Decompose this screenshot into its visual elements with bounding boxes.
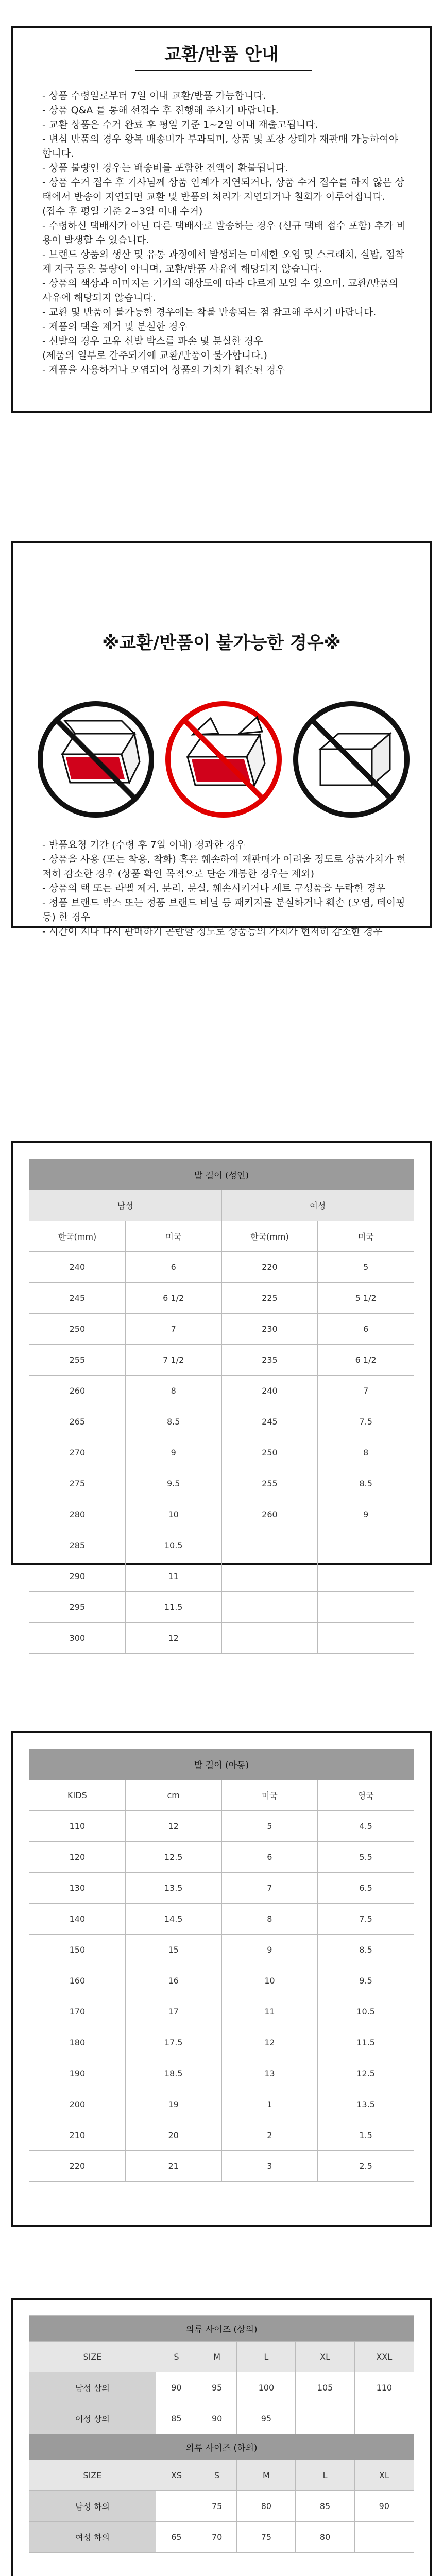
table-row — [29, 1499, 414, 1530]
table-cell — [222, 1623, 318, 1654]
table-row — [29, 1965, 414, 1996]
size-header: L — [296, 2460, 354, 2491]
table-cell: 9.5 — [318, 1965, 414, 1996]
title-underline — [135, 70, 312, 71]
table-cell: 3 — [222, 2151, 318, 2182]
table-cell: 255 — [29, 1345, 126, 1376]
table-cell — [354, 2522, 414, 2553]
size-header: M — [237, 2460, 296, 2491]
table-cell: 5 — [318, 1252, 414, 1283]
size-header: S — [156, 2342, 197, 2372]
row-label: 남성 하의 — [29, 2491, 156, 2522]
table-cell: 180 — [29, 2027, 126, 2058]
table-cell: 9.5 — [125, 1468, 222, 1499]
table-cell: 9 — [125, 1437, 222, 1468]
table-cell: 7 — [318, 1376, 414, 1406]
exchange-notice-title: 교환/반품 안내 — [164, 44, 279, 65]
table-cell: 6 — [318, 1314, 414, 1345]
table-cell — [318, 1623, 414, 1654]
table-cell: 13.5 — [125, 1873, 222, 1904]
table-cell: 8 — [318, 1437, 414, 1468]
table-cell: 250 — [29, 1314, 126, 1345]
column-header: 미국 — [222, 1780, 318, 1811]
kids-size-panel — [11, 1731, 432, 2227]
table-cell: 240 — [222, 1376, 318, 1406]
table-cell: 5.5 — [318, 1842, 414, 1873]
table-row — [29, 1530, 414, 1561]
table-cell: 245 — [222, 1406, 318, 1437]
table-row — [29, 1935, 414, 1965]
table-cell: 6 1/2 — [318, 1345, 414, 1376]
size-header: SIZE — [29, 2342, 156, 2372]
table-cell: 220 — [222, 1252, 318, 1283]
table-cell — [222, 1592, 318, 1623]
table-row — [29, 2522, 414, 2553]
notice-line: - 제품의 택을 제거 및 분실한 경우 — [42, 321, 188, 332]
adult-size-panel — [11, 1141, 432, 1643]
table-cell — [318, 1561, 414, 1592]
table-cell: 14.5 — [125, 1904, 222, 1935]
table-row — [29, 2491, 414, 2522]
table-cell: 75 — [197, 2491, 236, 2522]
men-kr-column: 한국(mm) — [29, 1221, 126, 1252]
notice-line: - 브랜드 상품의 생산 및 유통 과정에서 발생되는 미세한 오염 및 스크래치, 실밥, 접착제 자국 등은 불량이 아니며, 교환/반품 사유에 해당되지 않습니다. — [42, 249, 405, 275]
not-allowed-list — [42, 838, 409, 939]
table-cell — [222, 1561, 318, 1592]
table-cell: 5 1/2 — [318, 1283, 414, 1314]
table-cell: 6 1/2 — [125, 1283, 222, 1314]
notice-line: (제품의 일부로 간주되기에 교환/반품이 불가합니다.) — [42, 350, 267, 361]
kids-size-table — [29, 1749, 414, 2182]
table-cell: 200 — [29, 2089, 126, 2120]
notice-line: - 시간이 지나 다시 판매하기 곤란할 정도로 상품등의 가치가 현저히 감소한 경우 — [42, 926, 383, 937]
table-cell: 265 — [29, 1406, 126, 1437]
not-allowed-panel — [11, 541, 432, 937]
notice-line: (접수 후 평일 기준 2~3일 이내 수거) — [42, 206, 203, 217]
table-cell: 11.5 — [318, 2027, 414, 2058]
table-cell: 7 — [125, 1314, 222, 1345]
table-cell: 290 — [29, 1561, 126, 1592]
women-us-column: 미국 — [318, 1221, 414, 1252]
not-allowed-title: ※교환/반품이 불가능한 경우※ — [102, 633, 341, 653]
size-header-row — [29, 2342, 414, 2372]
table-cell: 75 — [237, 2522, 296, 2553]
table-cell — [318, 1530, 414, 1561]
notice-line: - 반품요청 기간 (수령 후 7일 이내) 경과한 경우 — [42, 839, 246, 851]
table-cell: 260 — [29, 1376, 126, 1406]
damaged-box-ban-icon — [162, 698, 285, 821]
table-cell: 150 — [29, 1935, 126, 1965]
exchange-notice-panel — [11, 26, 432, 413]
table-cell: 12 — [125, 1811, 222, 1842]
table-cell: 300 — [29, 1623, 126, 1654]
table-cell: 235 — [222, 1345, 318, 1376]
table-cell — [318, 1592, 414, 1623]
table-cell: 11 — [222, 1996, 318, 2027]
table-cell: 9 — [222, 1935, 318, 1965]
row-label: 여성 상의 — [29, 2403, 156, 2434]
table-cell: 85 — [156, 2403, 197, 2434]
table-row — [29, 1592, 414, 1623]
size-header: XXL — [354, 2342, 414, 2372]
size-header: XL — [296, 2342, 354, 2372]
kids-size-title: 발 길이 (아동) — [29, 1749, 414, 1780]
table-cell: 220 — [29, 2151, 126, 2182]
table-cell: 2 — [222, 2120, 318, 2151]
table-cell: 8.5 — [318, 1935, 414, 1965]
table-cell: 105 — [296, 2372, 354, 2403]
table-row — [29, 1314, 414, 1345]
table-cell: 6 — [222, 1842, 318, 1873]
table-row — [29, 1811, 414, 1842]
table-cell: 80 — [296, 2522, 354, 2553]
table-cell: 11 — [125, 1561, 222, 1592]
table-cell: 9 — [318, 1499, 414, 1530]
table-cell: 260 — [222, 1499, 318, 1530]
table-cell: 270 — [29, 1437, 126, 1468]
table-row — [29, 1873, 414, 1904]
table-cell: 100 — [237, 2372, 296, 2403]
table-cell: 140 — [29, 1904, 126, 1935]
table-cell — [296, 2403, 354, 2434]
table-cell: 6 — [125, 1252, 222, 1283]
table-cell: 245 — [29, 1283, 126, 1314]
table-cell: 10.5 — [125, 1530, 222, 1561]
men-us-column: 미국 — [125, 1221, 222, 1252]
table-row — [29, 1252, 414, 1283]
table-row — [29, 1406, 414, 1437]
table-row — [29, 1376, 414, 1406]
size-header: SIZE — [29, 2460, 156, 2491]
notice-line: - 상품의 택 또는 라벨 제거, 분리, 분실, 훼손시키거나 세트 구성품을 누락한 경우 — [42, 883, 386, 894]
table-cell: 10 — [125, 1499, 222, 1530]
clothing-section-title: 의류 사이즈 (상의) — [29, 2316, 414, 2342]
open-box-ban-icon — [34, 698, 158, 821]
table-row — [29, 2058, 414, 2089]
table-cell: 7 1/2 — [125, 1345, 222, 1376]
clothing-size-panel — [11, 2298, 432, 2576]
notice-line: - 상품 불량인 경우는 배송비를 포함한 전액이 환불됩니다. — [42, 162, 288, 174]
size-header: XL — [354, 2460, 414, 2491]
table-cell: 4.5 — [318, 1811, 414, 1842]
table-row — [29, 1623, 414, 1654]
notice-line: - 제품을 사용하거나 오염되어 상품의 가치가 훼손된 경우 — [42, 364, 285, 376]
table-row — [29, 2027, 414, 2058]
table-cell: 120 — [29, 1842, 126, 1873]
table-cell: 255 — [222, 1468, 318, 1499]
prohibited-signs — [13, 698, 430, 832]
table-row — [29, 1283, 414, 1314]
table-cell: 170 — [29, 1996, 126, 2027]
table-cell: 230 — [222, 1314, 318, 1345]
table-row — [29, 2089, 414, 2120]
table-cell: 12.5 — [125, 1842, 222, 1873]
table-cell — [222, 1530, 318, 1561]
notice-line: - 상품 수령일로부터 7일 이내 교환/반품 가능합니다. — [42, 90, 266, 101]
table-cell: 210 — [29, 2120, 126, 2151]
table-cell: 110 — [354, 2372, 414, 2403]
table-cell: 13 — [222, 2058, 318, 2089]
table-cell: 1 — [222, 2089, 318, 2120]
table-row — [29, 2403, 414, 2434]
column-header: cm — [125, 1780, 222, 1811]
table-cell: 12.5 — [318, 2058, 414, 2089]
notice-line: - 상품 Q&A 를 통해 선접수 후 진행해 주시기 바랍니다. — [42, 105, 279, 116]
table-cell: 250 — [222, 1437, 318, 1468]
notice-line: - 상품을 사용 (또는 착용, 착화) 혹은 훼손하여 재판매가 어려울 정도로 상품가치가 현저히 감소한 경우 (상품 확인 목적으로 단순 개봉한 경우는 제외) — [42, 854, 406, 879]
column-header: KIDS — [29, 1780, 126, 1811]
table-row — [29, 2151, 414, 2182]
table-cell: 17 — [125, 1996, 222, 2027]
table-cell: 10 — [222, 1965, 318, 1996]
table-cell: 285 — [29, 1530, 126, 1561]
table-cell: 275 — [29, 1468, 126, 1499]
table-cell: 18.5 — [125, 2058, 222, 2089]
men-header: 남성 — [29, 1190, 222, 1221]
table-cell — [354, 2403, 414, 2434]
notice-line: - 신발의 경우 고유 신발 박스를 파손 및 분실한 경우 — [42, 335, 263, 347]
table-cell: 95 — [237, 2403, 296, 2434]
section-title-row — [29, 2434, 414, 2460]
adult-size-title: 발 길이 (성인) — [29, 1159, 414, 1190]
table-row — [29, 1345, 414, 1376]
table-cell: 7.5 — [318, 1904, 414, 1935]
table-cell: 90 — [156, 2372, 197, 2403]
table-cell: 225 — [222, 1283, 318, 1314]
size-header: XS — [156, 2460, 197, 2491]
table-cell: 5 — [222, 1811, 318, 1842]
notice-line: - 정품 브랜드 박스 또는 정품 브랜드 비닐 등 패키지를 분실하거나 훼손 (오염, 테이핑 등) 한 경우 — [42, 897, 405, 923]
table-cell: 17.5 — [125, 2027, 222, 2058]
row-label: 남성 상의 — [29, 2372, 156, 2403]
table-row — [29, 1842, 414, 1873]
exchange-notice-list — [42, 89, 409, 377]
row-label: 여성 하의 — [29, 2522, 156, 2553]
table-cell: 190 — [29, 2058, 126, 2089]
size-header: S — [197, 2460, 236, 2491]
table-cell: 6.5 — [318, 1873, 414, 1904]
section-title-row — [29, 2316, 414, 2342]
table-cell: 8 — [125, 1376, 222, 1406]
table-cell: 295 — [29, 1592, 126, 1623]
table-cell: 12 — [125, 1623, 222, 1654]
table-cell: 10.5 — [318, 1996, 414, 2027]
table-cell: 21 — [125, 2151, 222, 2182]
size-header: L — [237, 2342, 296, 2372]
table-row — [29, 1437, 414, 1468]
notice-line: - 상품의 색상과 이미지는 기기의 해상도에 따라 다르게 보일 수 있으며, 교환/반품의 사유에 해당되지 않습니다. — [42, 278, 399, 303]
women-kr-column: 한국(mm) — [222, 1221, 318, 1252]
table-cell: 130 — [29, 1873, 126, 1904]
table-cell: 160 — [29, 1965, 126, 1996]
table-cell: 13.5 — [318, 2089, 414, 2120]
table-row — [29, 2120, 414, 2151]
table-cell: 2.5 — [318, 2151, 414, 2182]
size-header-row — [29, 2460, 414, 2491]
table-cell: 19 — [125, 2089, 222, 2120]
notice-line: - 수령하신 택배사가 아닌 다른 택배사로 발송하는 경우 (신규 택배 접수 포함) 추가 비용이 발생할 수 있습니다. — [42, 220, 406, 246]
table-cell: 8.5 — [125, 1406, 222, 1437]
table-cell: 8.5 — [318, 1468, 414, 1499]
table-cell: 70 — [197, 2522, 236, 2553]
table-row — [29, 1904, 414, 1935]
table-cell: 8 — [222, 1904, 318, 1935]
table-row — [29, 1996, 414, 2027]
table-cell: 12 — [222, 2027, 318, 2058]
table-cell: 15 — [125, 1935, 222, 1965]
notice-line: - 상품 수거 접수 후 기사님께 상품 인계가 지연되거나, 상품 수거 접수를 하지 않은 상태에서 반송이 지연되면 교환 및 반품의 처리가 지연되거나 철회가 이루어집니다. — [42, 177, 405, 202]
table-cell: 90 — [197, 2403, 236, 2434]
table-cell: 90 — [354, 2491, 414, 2522]
clothing-section-title: 의류 사이즈 (하의) — [29, 2434, 414, 2460]
size-header: M — [197, 2342, 236, 2372]
column-header: 영국 — [318, 1780, 414, 1811]
table-cell: 7.5 — [318, 1406, 414, 1437]
table-cell: 280 — [29, 1499, 126, 1530]
table-cell: 110 — [29, 1811, 126, 1842]
notice-line: - 변심 반품의 경우 왕복 배송비가 부과되며, 상품 및 포장 상태가 재판매 가능하여야 합니다. — [42, 133, 399, 159]
table-cell: 7 — [222, 1873, 318, 1904]
notice-line: - 교환 및 반품이 불가능한 경우에는 착불 반송되는 점 참고해 주시기 바랍니다. — [42, 307, 377, 318]
table-cell: 95 — [197, 2372, 236, 2403]
table-cell: 11.5 — [125, 1592, 222, 1623]
notice-line: - 교환 상품은 수거 완료 후 평일 기준 1~2일 이내 재출고됩니다. — [42, 119, 318, 130]
table-row — [29, 1468, 414, 1499]
table-cell: 65 — [156, 2522, 197, 2553]
table-row — [29, 2372, 414, 2403]
closed-box-ban-icon — [289, 698, 413, 821]
table-cell: 85 — [296, 2491, 354, 2522]
adult-size-table — [29, 1159, 414, 1654]
table-row — [29, 1561, 414, 1592]
table-cell: 16 — [125, 1965, 222, 1996]
table-cell: 80 — [237, 2491, 296, 2522]
women-header: 여성 — [222, 1190, 414, 1221]
table-cell — [156, 2491, 197, 2522]
table-cell: 240 — [29, 1252, 126, 1283]
table-cell: 1.5 — [318, 2120, 414, 2151]
clothing-size-table — [29, 2315, 414, 2553]
table-cell: 20 — [125, 2120, 222, 2151]
